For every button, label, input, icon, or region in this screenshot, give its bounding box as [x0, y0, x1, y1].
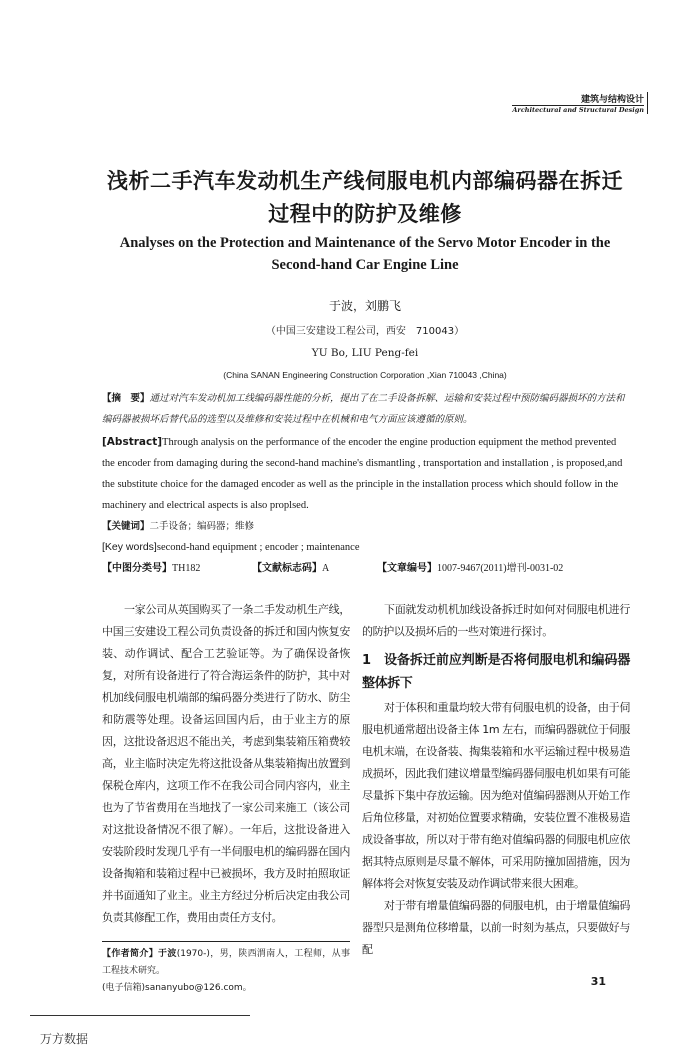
title-line-2: 过程中的防护及维修 [268, 202, 462, 226]
doc-code-label: 【文献标志码】 [252, 563, 322, 574]
abstract-en [102, 432, 630, 516]
right-column [362, 599, 630, 997]
authors-en: YU Bo, LIU Peng-fei [311, 347, 419, 359]
authors-cn: 于波，刘鹏飞 [328, 299, 401, 313]
left-column [102, 599, 350, 997]
abstract-section [102, 388, 630, 579]
footnote-label: 【作者简介】 [102, 949, 159, 959]
abstract-cn-label: 【摘 要】 [102, 393, 150, 404]
keywords-en-text: second-hand equipment ; encoder ; maintenance [156, 542, 360, 553]
body-paragraph: 一家公司从英国购买了一条二手发动机生产线，中国三安建设工程公司负责设备的拆迁和国内恢复安装、动作调试、配合工艺验证等。为了确保设备恢复，对所有设备进行了符合海运条件的防护，其中对机加线伺服电机端部的编码器分类进行了防水、防尘和防震等处理。设备运回国内后，由于业主方的原因，这批设备迟迟不能出关，考虑到集装箱压箱费较高，业主临时决定先将这批设备从集装箱掏出放置到保税仓库内，这项工作不在我公司合同内容内，业主也为了节省费用在当地找了一家公司来施工（该公司对这批设备情况不很了解）。一年后，这批设备进入安装阶段时发现几乎有一半伺服电机的编码器在国内设备掏箱和装箱过程中已被损坏，我方及时拍照取证并书面通知了业主。业主方经过分析后决定由我公司负责其修配工作，费用由责任方支付。 [102, 603, 350, 924]
doc-code-value: A [322, 563, 330, 574]
page-footer [30, 1015, 630, 1057]
title-line-1: 浅析二手汽车发动机生产线伺服电机内部编码器在拆迁 [107, 169, 623, 193]
article-body [40, 388, 630, 1057]
watermark-text: 万方数据 [40, 1032, 89, 1046]
section-heading-1: 1 设备拆迁前应判断是否将伺服电机和编码器整体拆下 [362, 653, 630, 691]
two-column-body [102, 599, 630, 997]
english-title-line-1: Analyses on the Protection and Maintenance of the Servo Motor Encoder in the [119, 235, 611, 251]
footnote-text: (1970-)，男，陕西渭南人，工程师，从事工程技术研究。 [102, 949, 350, 976]
body-paragraph: 对于带有增量值编码器的伺服电机，由于增量值编码器型只是测角位移增量，以前一时刻为基点，只要做好与配 [362, 899, 630, 956]
abstract-cn-text: 通过对汽车发动机加工线编码器性能的分析，提出了在二手设备拆解、运输和安装过程中预防编码器损坏的方法和编码器被损坏后替代品的选型以及维修和安装过程中在机械和电气方面应该遵循的原则。 [102, 393, 625, 425]
keywords-cn-label: 【关键词】 [102, 521, 150, 532]
footer-divider [30, 1015, 250, 1016]
keywords-cn [102, 516, 630, 537]
abstract-en-label: [Abstract] [102, 436, 163, 448]
article-number-label: 【文章编号】 [377, 563, 437, 574]
author-footnote [102, 941, 350, 997]
affiliation-en: (China SANAN Engineering Construction Corporation ,Xian 710043 ,China) [223, 370, 507, 380]
classification-row [102, 558, 630, 579]
footnote-email: (电子信箱)sananyubo@126.com。 [102, 983, 252, 993]
english-title-line-2: Second-hand Car Engine Line [271, 257, 459, 273]
journal-name-en: Architectural and Structural Design [512, 106, 644, 114]
keywords-en-label: [Key words] [102, 541, 157, 553]
keywords-en [102, 537, 630, 558]
keywords-cn-text: 二手设备；编码器；维修 [149, 521, 255, 532]
abstract-en-text: Through analysis on the performance of the encoder the engine production equipment the method prevented the encoder from damaging during the second-hand machine's dismantling , transportation and installation , is proposed,and the substitute choice for the damaged encoder as well as the principle in the installation process which should follow in the machinery and electrical aspects is also proplsed. [102, 437, 623, 511]
journal-header [512, 92, 648, 114]
clc-label: 【中图分类号】 [102, 563, 172, 574]
abstract-cn [102, 388, 630, 430]
footnote-author: 于波 [158, 949, 177, 959]
body-paragraph: 下面就发动机机加线设备拆迁时如何对伺服电机进行的防护以及损坏后的一些对策进行探讨。 [362, 603, 630, 638]
affiliation-cn: （中国三安建设工程公司，西安 710043） [265, 326, 465, 337]
body-paragraph: 对于体积和重量均较大带有伺服电机的设备，由于伺服电机通常超出设备主体 1m 左右，而编码器就位于伺服电机末端，在设备装、掏集装箱和水平运输过程中极易造成损坏，因此我们建议增量型编码器伺服电机如果有可能尽量拆下集中存放运输。因为绝对值编码器测从开始工作后角位移量，对初始位置要求精确，安装位置不准极易造成设备事故，所以对于带有绝对值编码器的伺服电机应依据其特点原则是尽量不解体，可采用防撞加固措施，因为解体将会对恢复安装及动作调试带来很大困难。 [362, 701, 630, 890]
article-number-value: 1007-9467(2011)增刊-0031-02 [437, 563, 564, 574]
clc-value: TH182 [172, 563, 201, 574]
page-number: 31 [590, 975, 606, 988]
journal-name-cn: 建筑与结构设计 [512, 92, 644, 106]
